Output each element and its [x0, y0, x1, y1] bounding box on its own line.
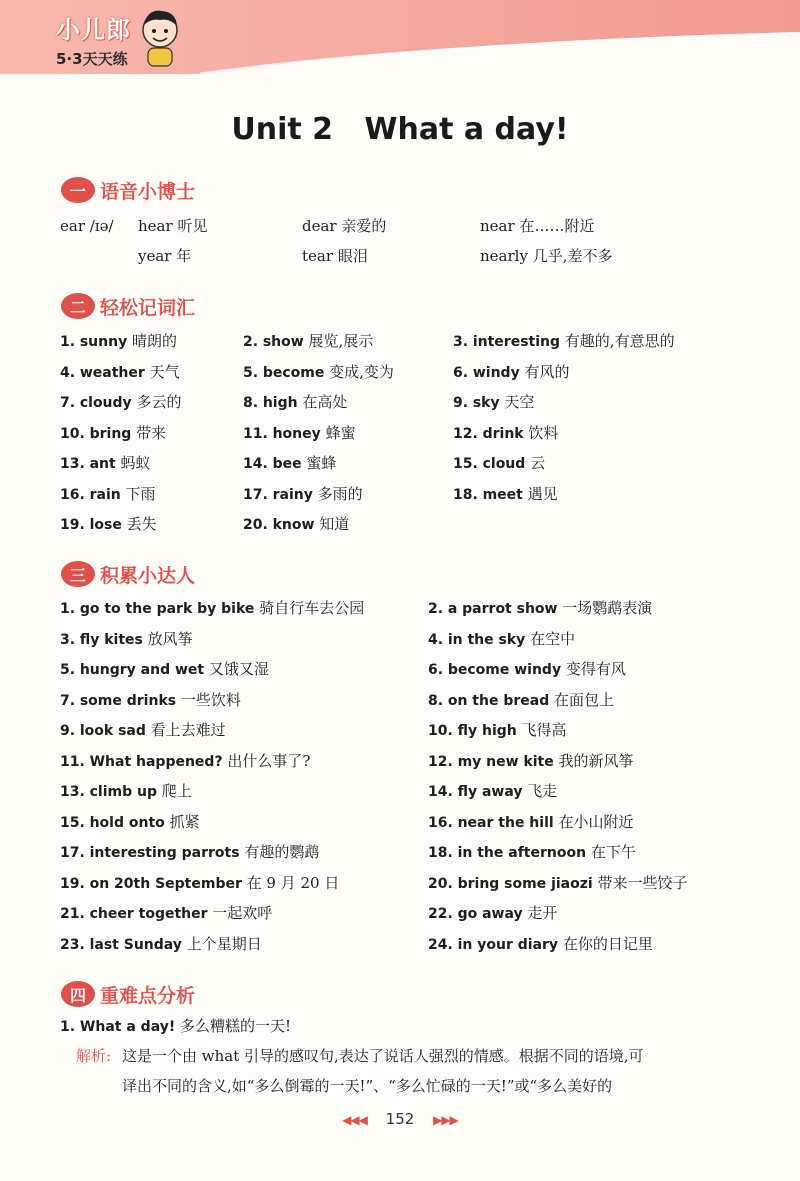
- vocab-item: 20. know 知道: [243, 515, 350, 533]
- phonics-word: nearly 几乎,差不多: [480, 247, 613, 265]
- analysis-line: 这是一个由 what 引导的感叹句,表达了说话人强烈的情感。根据不同的语境,可: [122, 1047, 644, 1065]
- brand-logo: 小儿郎: [56, 16, 131, 44]
- phrase-item: 23. last Sunday 上个星期日: [60, 934, 262, 953]
- left-arrows-icon: ◀◀◀: [342, 1113, 367, 1127]
- phonics-word: hear 听见: [138, 217, 208, 235]
- phrase-item: 2. a parrot show 一场鹦鹉表演: [428, 599, 653, 617]
- section-title: 语音小博士: [100, 181, 196, 203]
- phrase-item: 9. look sad 看上去难过: [60, 721, 226, 739]
- right-arrows-icon: ▶▶▶: [433, 1113, 458, 1127]
- series-name: 5·3天天练: [56, 50, 128, 68]
- section-badge-number: 二: [69, 298, 86, 317]
- section-title: 重难点分析: [100, 985, 196, 1007]
- vocab-item: 1. sunny 晴朗的: [60, 332, 177, 350]
- header-band: [0, 0, 800, 74]
- phrase-item: 18. in the afternoon 在下午: [428, 843, 636, 861]
- phrase-item: 19. on 20th September 在 9 月 20 日: [60, 873, 340, 892]
- section-badge-number: 一: [69, 182, 86, 201]
- analysis-line: 译出不同的含义,如“多么倒霉的一天!”、“多么忙碌的一天!”或“多么美好的: [122, 1077, 613, 1095]
- phrase-item: 11. What happened? 出什么事了?: [60, 751, 311, 770]
- vocab-item: 11. honey 蜂蜜: [243, 423, 356, 442]
- vocab-item: 12. drink 饮料: [453, 423, 559, 442]
- vocab-item: 15. cloud 云: [453, 454, 546, 472]
- vocab-item: 5. become 变成,变为: [243, 362, 394, 381]
- vocab-item: 6. windy 有风的: [453, 362, 570, 381]
- phrase-item: 20. bring some jiaozi 带来一些饺子: [428, 873, 688, 892]
- vocab-item: 16. rain 下雨: [60, 484, 156, 503]
- vocab-item: 10. bring 带来: [60, 423, 167, 442]
- vocab-item: 18. meet 遇见: [453, 484, 558, 503]
- phrase-item: 21. cheer together 一起欢呼: [60, 904, 273, 922]
- section-badge-number: 四: [69, 986, 86, 1005]
- phrase-item: 1. go to the park by bike 骑自行车去公园: [60, 599, 365, 617]
- page-footer: [0, 1110, 800, 1128]
- phrase-item: 15. hold onto 抓紧: [60, 812, 200, 831]
- vocab-item: 17. rainy 多雨的: [243, 484, 363, 503]
- section-badge-number: 三: [69, 566, 86, 585]
- phrase-item: 3. fly kites 放风筝: [60, 629, 193, 648]
- phrase-item: 10. fly high 飞得高: [428, 721, 567, 739]
- phonics-word: dear 亲爱的: [302, 217, 387, 235]
- phrase-item: 14. fly away 飞走: [428, 782, 558, 800]
- vocab-item: 2. show 展览,展示: [243, 332, 374, 350]
- phonics-sound: ear /ɪə/: [60, 217, 114, 235]
- phrase-item: 16. near the hill 在小山附近: [428, 812, 634, 831]
- phrase-item: 7. some drinks 一些饮料: [60, 690, 241, 709]
- phrase-item: 24. in your diary 在你的日记里: [428, 934, 653, 953]
- phrase-item: 6. become windy 变得有风: [428, 660, 626, 678]
- phrase-item: 17. interesting parrots 有趣的鹦鹉: [60, 843, 320, 861]
- analysis-label: 解析:: [76, 1047, 112, 1065]
- section-title: 积累小达人: [100, 565, 196, 587]
- phonics-word: tear 眼泪: [302, 247, 368, 265]
- phrase-item: 8. on the bread 在面包上: [428, 690, 615, 709]
- unit-title: Unit 2 What a day!: [231, 112, 569, 147]
- vocab-item: 4. weather 天气: [60, 362, 180, 381]
- vocab-item: 8. high 在高处: [243, 393, 348, 411]
- mascot-icon: [140, 6, 180, 68]
- phonics-word: year 年: [138, 247, 192, 265]
- vocab-item: 9. sky 天空: [453, 393, 535, 411]
- page-number: 152: [385, 1110, 415, 1128]
- phonics-word: near 在……附近: [480, 217, 595, 235]
- phrase-item: 22. go away 走开: [428, 904, 558, 922]
- phrase-item: 13. climb up 爬上: [60, 782, 192, 800]
- phrase-item: 4. in the sky 在空中: [428, 629, 576, 648]
- vocab-item: 7. cloudy 多云的: [60, 393, 182, 411]
- vocab-item: 13. ant 蚂蚁: [60, 454, 151, 472]
- section-title: 轻松记词汇: [100, 297, 196, 319]
- phrase-item: 12. my new kite 我的新风筝: [428, 751, 634, 770]
- analysis-item: 1. What a day! 多么糟糕的一天!: [60, 1017, 292, 1035]
- vocab-item: 19. lose 丢失: [60, 515, 157, 533]
- vocab-item: 14. bee 蜜蜂: [243, 454, 337, 472]
- phrase-item: 5. hungry and wet 又饿又湿: [60, 660, 269, 678]
- vocab-item: 3. interesting 有趣的,有意思的: [453, 332, 675, 350]
